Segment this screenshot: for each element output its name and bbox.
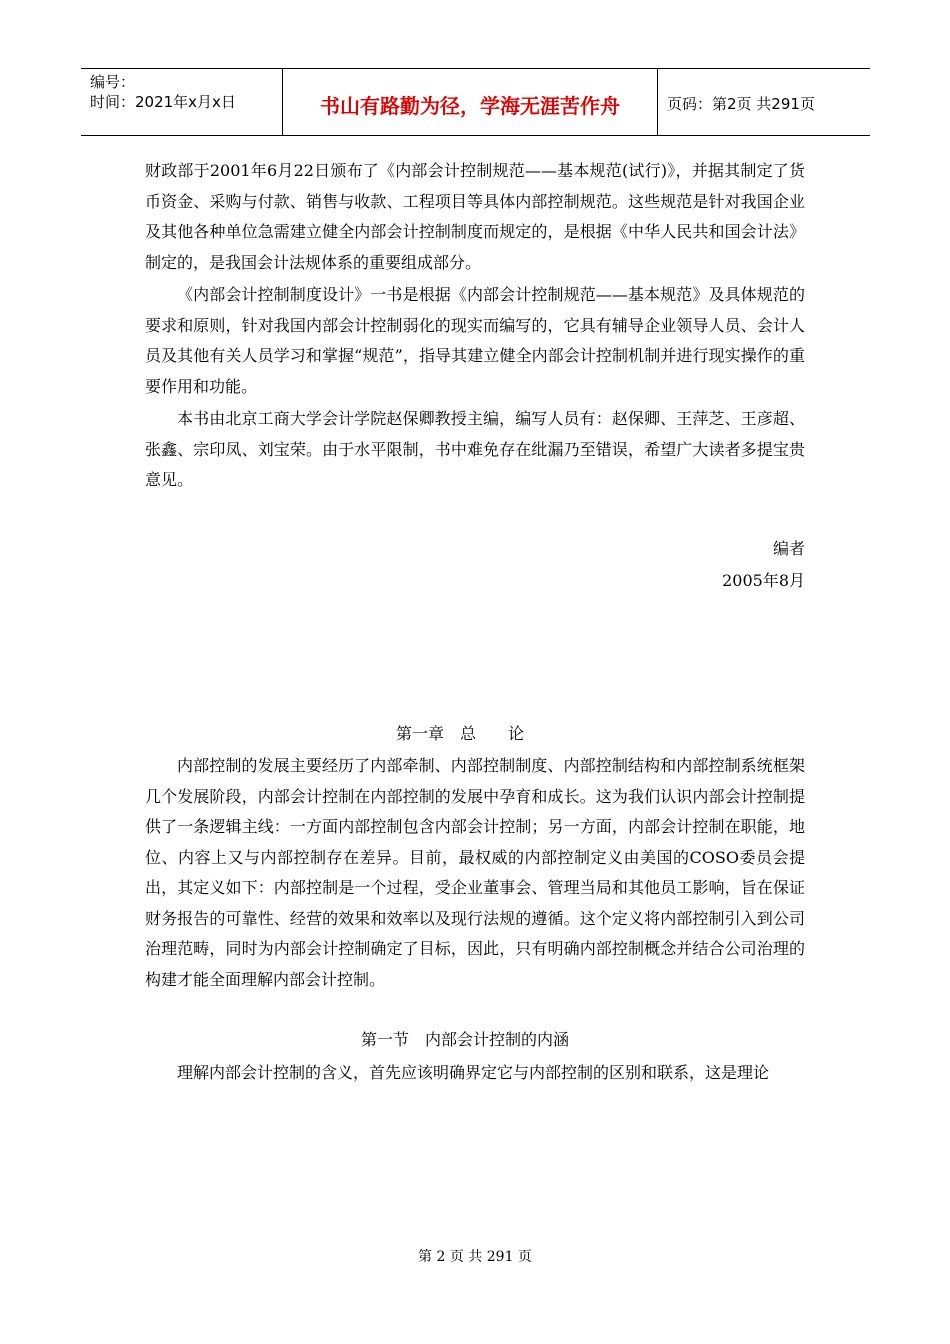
paragraph: 财政部于2001年6月22日颁布了《内部会计控制规范——基本规范(试行)》，并据其制定了货币资金、采购与付款、销售与收款、工程项目等具体内部控制规范。这些规范是针对我国企业及其他各种单位急需建立健全内部会计控制制度而规定的，是根据《中华人民共和国会计法》制定的，是我国会计法规体系的重要组成部分。 [145, 161, 805, 272]
page-footer: 第 2 页 共 291 页 [418, 1249, 532, 1265]
header-motto: 书山有路勤为径，学海无涯苦作舟 [282, 69, 658, 135]
document-body [145, 156, 805, 1088]
header-meta [81, 69, 282, 135]
paragraph: 理解内部会计控制的含义，首先应该明确界定它与内部控制的区别和联系，这是理论 [177, 1062, 770, 1082]
document-time-label: 时间：2021年x月x日 [90, 93, 236, 111]
signature-date: 2005年8月 [722, 571, 805, 590]
page-header [81, 68, 870, 136]
paragraph: 本书由北京工商大学会计学院赵保卿教授主编，编写人员有：赵保卿、王萍芝、王彦超、张鑫、宗印凤、刘宝荣。由于水平限制，书中难免存在纰漏乃至错误，希望广大读者多提宝贵意见。 [145, 409, 805, 489]
paragraph: 《内部会计控制制度设计》一书是根据《内部会计控制规范——基本规范》及具体规范的要求和原则，针对我国内部会计控制弱化的现实而编写的，它具有辅导企业领导人员、会计人员及其他有关人员学习和掌握“规范”，指导其建立健全内部会计控制机制并进行现实操作的重要作用和功能。 [145, 285, 805, 396]
section-title: 第一节 内部会计控制的内涵 [360, 1030, 569, 1049]
signature: 编者 [772, 538, 805, 558]
chapter-title: 第一章 总 论 [395, 723, 524, 743]
header-page-info: 页码：第2页 共291页 [667, 94, 815, 113]
paragraph: 内部控制的发展主要经历了内部牵制、内部控制制度、内部控制结构和内部控制系统框架几个发展阶段，内部会计控制在内部控制的发展中孕育和成长。这为我们认识内部会计控制提供了一条逻辑主线：一方面内部控制包含内部会计控制；另一方面，内部会计控制在职能，地位、内容上又与内部控制存在差异。目前，最权威的内部控制定义由美国的COSO委员会提出，其定义如下：内部控制是一个过程，受企业董事会、管理当局和其他员工影响，旨在保证财务报告的可靠性、经营的效果和效率以及现行法规的遵循。这个定义将内部控制引入到公司治理范畴，同时为内部会计控制确定了目标，因此，只有明确内部控制概念并结合公司治理的构建才能全面理解内部会计控制。 [145, 756, 805, 989]
document-number-label: 编号： [90, 73, 136, 91]
